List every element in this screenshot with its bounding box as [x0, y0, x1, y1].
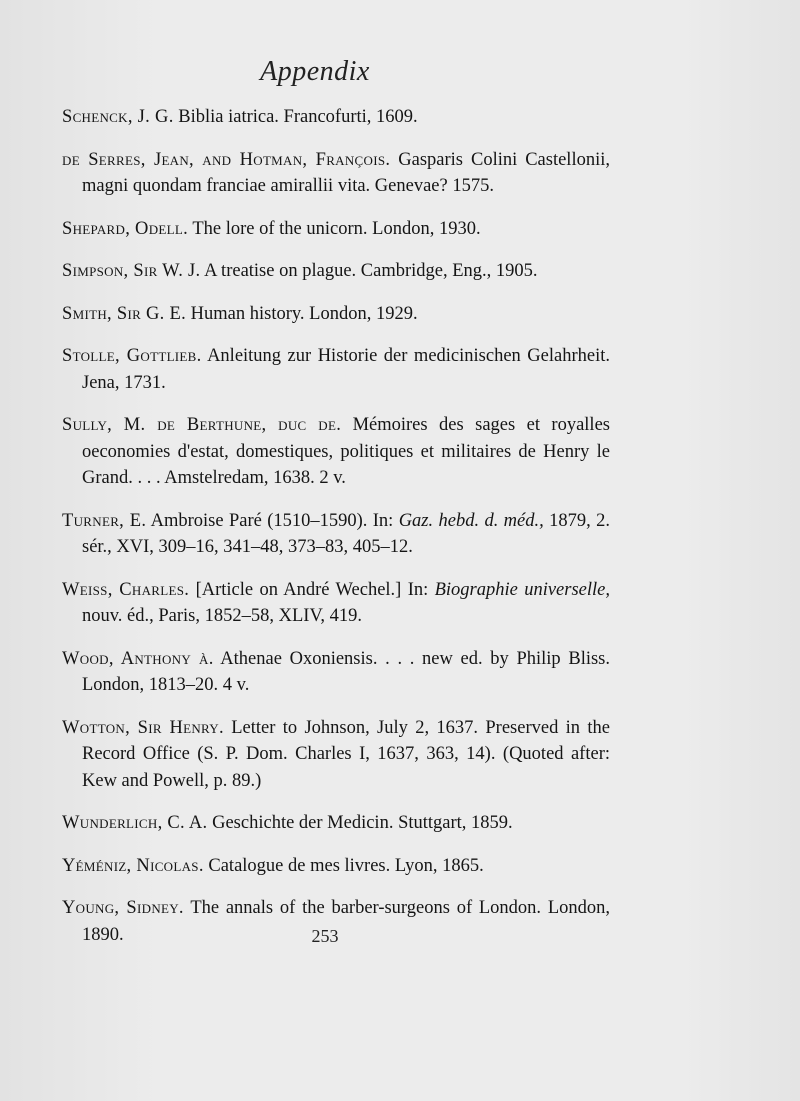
entry-text: Geschichte der Medicin. Stuttgart, 1859. — [207, 813, 513, 833]
bibliography-entry — [62, 343, 610, 396]
entry-text: Mémoires des sages et royalles oeconomies d'estat, domestiques, politiques et militaires de Henry le Grand. . . . Amstelredam, 1638. 2 v. — [82, 415, 610, 488]
entry-journal: Gaz. hebd. d. méd., — [398, 510, 544, 531]
entry-text: Anleitung zur Historie der medicinischen Gelahrheit. Jena, 1731. — [82, 346, 610, 393]
bibliography-entry — [62, 104, 610, 131]
entry-text: The lore of the unicorn. London, 1930. — [188, 218, 481, 239]
entry-author: Schenck, J. G. — [62, 107, 174, 127]
bibliography-entry — [62, 646, 610, 699]
entry-author: Turner, E. — [62, 510, 147, 531]
entry-author: Wood, Anthony à. — [62, 648, 214, 669]
entry-author: Wunderlich, C. A. — [62, 813, 208, 833]
running-head: Appendix — [260, 56, 370, 87]
bibliography-entry — [62, 147, 610, 200]
entry-text: Letter to Johnson, July 2, 1637. Preserved in the Record Office (S. P. Dom. Charles I, 1637, 363, 14). (Quoted after: Kew and Powell, p. 89.) — [82, 717, 610, 791]
entry-text: [Article on André Wechel.] In: — [189, 579, 435, 600]
entry-author: Stolle, Gottlieb. — [62, 346, 202, 366]
entry-text: Ambroise Paré (1510–1590). In: — [146, 510, 399, 531]
entry-author: Smith, Sir G. E. — [62, 303, 187, 324]
entry-text-tail: 1879, 2. sér., XVI, 309–16, 341–48, 373–83, 405–12. — [82, 510, 611, 557]
bibliography-entry — [62, 810, 610, 837]
entry-author: Simpson, Sir W. J. — [62, 261, 201, 281]
entry-author: Shepard, Odell. — [62, 218, 189, 239]
entry-text-tail: nouv. éd., Paris, 1852–58, XLIV, 419. — [82, 606, 363, 626]
page-number: 253 — [311, 926, 339, 946]
bibliography-entry — [62, 412, 610, 492]
entry-author: Sully, M. de Berthune, duc de. — [62, 415, 342, 435]
entry-text: Catalogue de mes livres. Lyon, 1865. — [203, 855, 484, 876]
bibliography-list — [62, 104, 610, 964]
bibliography-entry — [62, 715, 610, 795]
entry-author: Wotton, Sir Henry. — [62, 717, 224, 738]
entry-author: de Serres, Jean, and Hotman, François. — [62, 149, 391, 170]
entry-journal: Biographie universelle, — [434, 579, 610, 600]
entry-author: Weiss, Charles. — [62, 579, 190, 600]
bibliography-entry — [62, 301, 610, 328]
bibliography-entry — [62, 508, 610, 561]
entry-author: Yéméniz, Nicolas. — [62, 855, 204, 876]
bibliography-entry — [62, 853, 610, 880]
bibliography-entry — [62, 216, 610, 243]
entry-text: Biblia iatrica. Francofurti, 1609. — [173, 107, 418, 127]
entry-author: Young, Sidney. — [62, 898, 184, 918]
bibliography-entry — [62, 258, 610, 285]
entry-text: Human history. London, 1929. — [186, 303, 418, 324]
entry-text: Athenae Oxoniensis. . . . new ed. by Philip Bliss. London, 1813–20. 4 v. — [82, 648, 610, 695]
entry-text: Gasparis Colini Castellonii, magni quondam franciae amirallii vita. Genevae? 1575. — [82, 149, 610, 196]
entry-text: A treatise on plague. Cambridge, Eng., 1905. — [200, 261, 538, 281]
bibliography-entry — [62, 577, 610, 630]
entry-text: The annals of the barber-surgeons of London. London, 1890. — [82, 898, 611, 945]
